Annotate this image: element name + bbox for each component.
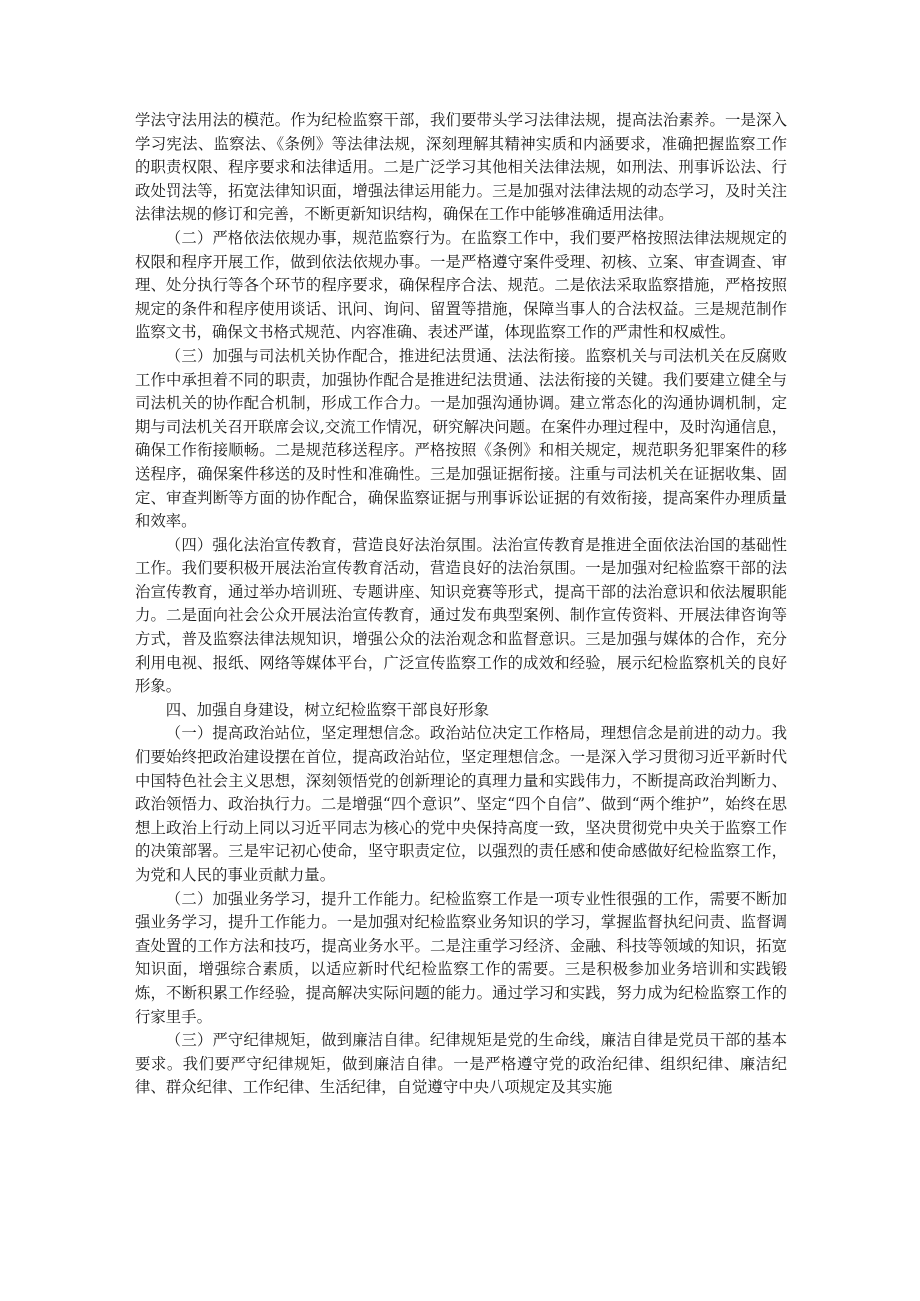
paragraph-section-4-3: （三）严守纪律规矩，做到廉洁自律。纪律规矩是党的生命线，廉洁自律是党员干部的基本要求。我们要严守纪律规矩，做到廉洁自律。一是严格遵守党的政治纪律、组织纪律、廉洁纪律、群众纪律、工作纪律、生活纪律，自觉遵守中央八项规定及其实施 bbox=[135, 1031, 787, 1097]
section-heading-4: 四、加强自身建设，树立纪检监察干部良好形象 bbox=[165, 700, 490, 719]
document-body bbox=[135, 109, 787, 1100]
paragraph-section-3-3: （三）加强与司法机关协作配合，推进纪法贯通、法法衔接。监察机关与司法机关在反腐败工作中承担着不同的职责，加强协作配合是推进纪法贯通、法法衔接的关键。我们要建立健全与司法机关的协作配合机制，形成工作合力。一是加强沟通协调。建立常态化的沟通协调机制，定期与司法机关召开联席会议,交流工作情况，研究解决问题。在案件办理过程中，及时沟通信息，确保工作衔接顺畅。二是规范移送程序。严格按照《条例》和相关规定，规范职务犯罪案件的移送程序，确保案件移送的及时性和准确性。三是加强证据衔接。注重与司法机关在证据收集、固定、审查判断等方面的协作配合，确保监察证据与刑事诉讼证据的有效衔接，提高案件办理质量和效率。 bbox=[135, 346, 787, 531]
paragraph-continuation: 学法守法用法的模范。作为纪检监察干部，我们要带头学习法律法规，提高法治素养。一是深入学习宪法、监察法、《条例》等法律法规，深刻理解其精神实质和内涵要求，准确把握监察工作的职责权限、程序要求和法律适用。二是广泛学习其他相关法律法规，如刑法、刑事诉讼法、行政处罚法等，拓宽法律知识面，增强法律运用能力。三是加强对法律法规的动态学习，及时关注法律法规的修订和完善，不断更新知识结构，确保在工作中能够准确适用法律。 bbox=[135, 111, 787, 224]
paragraph-section-4-1: （一）提高政治站位，坚定理想信念。政治站位决定工作格局，理想信念是前进的动力。我们要始终把政治建设摆在首位，提高政治站位，坚定理想信念。一是深入学习贯彻习近平新时代中国特色社会主义思想，深刻领悟党的创新理论的真理力量和实践伟力，不断提高政治判断力、政治领悟力、政治执行力。二是增强“四个意识”、坚定“四个自信”、做到“两个维护”，始终在思想上政治上行动上同以习近平同志为核心的党中央保持高度一致，坚决贯彻党中央关于监察工作的决策部署。三是牢记初心使命，坚守职责定位，以强烈的责任感和使命感做好纪检监察工作，为党和人民的事业贡献力量。 bbox=[135, 724, 787, 884]
paragraph-section-3-2: （二）严格依法依规办事，规范监察行为。在监察工作中，我们要严格按照法律法规规定的权限和程序开展工作，做到依法依规办事。一是严格遵守案件受理、初核、立案、审查调查、审理、处分执行等各个环节的程序要求，确保程序合法、规范。二是依法采取监察措施，严格按照规定的条件和程序使用谈话、讯问、询问、留置等措施，保障当事人的合法权益。三是规范制作监察文书，确保文书格式规范、内容准确、表述严谨，体现监察工作的严肃性和权威性。 bbox=[135, 228, 787, 342]
paragraph-section-4-2: （二）加强业务学习，提升工作能力。纪检监察工作是一项专业性很强的工作，需要不断加强业务学习，提升工作能力。一是加强对纪检监察业务知识的学习，掌握监督执纪问责、监督调查处置的工作方法和技巧，提高业务水平。二是注重学习经济、金融、科技等领域的知识，拓宽知识面，增强综合素质，以适应新时代纪检监察工作的需要。三是积极参加业务培训和实践锻炼，不断积累工作经验，提高解决实际问题的能力。通过学习和实践，努力成为纪检监察工作的行家里手。 bbox=[135, 889, 787, 1026]
paragraph-section-3-4: （四）强化法治宣传教育，营造良好法治氛围。法治宣传教育是推进全面依法治国的基础性工作。我们要积极开展法治宣传教育活动，营造良好的法治氛围。一是加强对纪检监察干部的法治宣传教育，通过举办培训班、专题讲座、知识竞赛等形式，提高干部的法治意识和依法履职能力。二是面向社会公众开展法治宣传教育，通过发布典型案例、制作宣传资料、开展法律咨询等方式，普及监察法律法规知识，增强公众的法治观念和监督意识。三是加强与媒体的合作，充分利用电视、报纸、网络等媒体平台，广泛宣传监察工作的成效和经验，展示纪检监察机关的良好形象。 bbox=[135, 535, 787, 696]
